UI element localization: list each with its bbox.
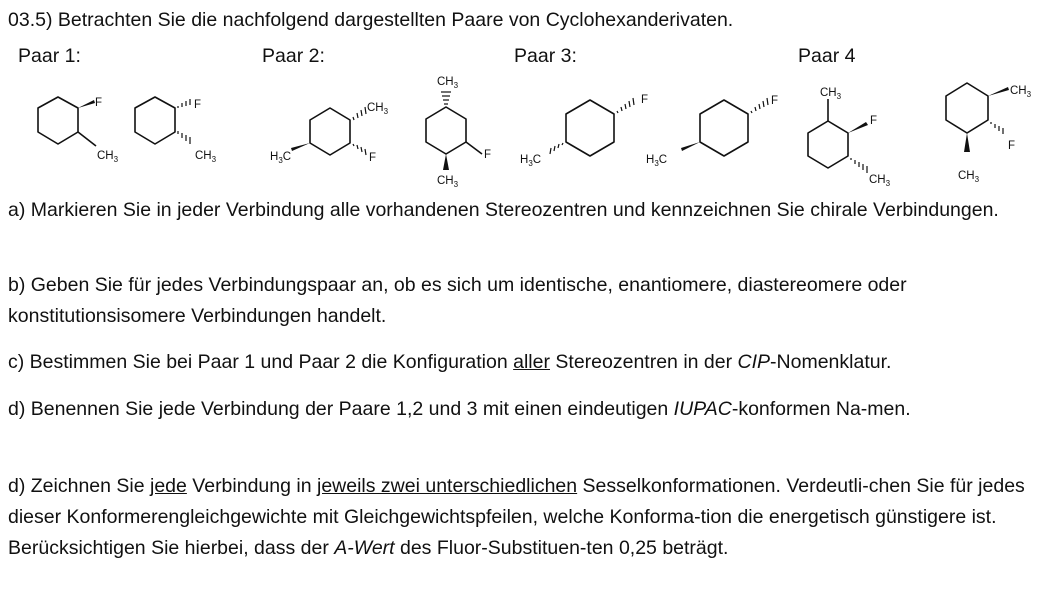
- methyl-label: $CH_3$: [195, 150, 217, 164]
- structure-panel: [0, 65, 1052, 195]
- methyl-label: $CH_3$: [97, 150, 119, 164]
- fluorine-label: F: [641, 94, 649, 106]
- methyl-label: $CH_3$: [437, 76, 459, 90]
- pair-3-label: Paar 3:: [514, 45, 577, 67]
- exercise-title: 03.5) Betrachten Sie die nachfolgend dargestellten Paare von Cyclohexanderivaten.: [8, 9, 734, 31]
- pair-1-label: Paar 1:: [18, 45, 81, 67]
- methyl-label: $H_3C$: [270, 151, 292, 165]
- pair4-molecule1: [808, 87, 891, 188]
- methyl-label: $CH_3$: [869, 174, 891, 188]
- question-d-chairs: d) Zeichnen Sie jede Verbindung in jeweils zwei unterschiedlichen Sesselkonformationen. Verdeutli-chen Sie für jedes dieser Konformerengleichgewichte mit Gleichgewichtspfeilen, welche Konforma-tion die energetisch günstigere ist. Berücksichtigen Sie hierbei, dass der A-Wert des Fluor-Substituen-ten 0,25 beträgt.: [8, 475, 1025, 559]
- methyl-label: $H_3C$: [520, 154, 542, 168]
- pair3-molecule1: [520, 94, 648, 168]
- pair1-molecule2: [135, 97, 217, 164]
- methyl-label: $CH_3$: [820, 87, 842, 101]
- fluorine-label: F: [484, 149, 492, 161]
- pair1-molecule1: [38, 97, 119, 164]
- fluorine-label: F: [369, 152, 377, 164]
- pair-2-label: Paar 2:: [262, 45, 325, 67]
- question-c: c) Bestimmen Sie bei Paar 1 und Paar 2 die Konfiguration aller Stereozentren in der CIP-Nomenklatur.: [8, 351, 892, 373]
- pair2-molecule1: [270, 102, 389, 165]
- pair2-molecule2: [426, 76, 491, 189]
- pair3-molecule2: [646, 95, 778, 168]
- fluorine-label: F: [771, 95, 779, 107]
- methyl-label: $CH_3$: [367, 102, 389, 116]
- methyl-label: $CH_3$: [1010, 85, 1032, 99]
- methyl-label: $CH_3$: [958, 170, 980, 184]
- fluorine-label: F: [1008, 140, 1016, 152]
- pair-4-label: Paar 4: [798, 45, 856, 67]
- question-a: a) Markieren Sie in jeder Verbindung alle vorhandenen Stereozentren und kennzeichnen Sie chirale Verbindungen.: [8, 199, 999, 221]
- methyl-label: $H_3C$: [646, 154, 668, 168]
- fluorine-label: F: [194, 99, 202, 111]
- question-b: b) Geben Sie für jedes Verbindungspaar an, ob es sich um identische, enantiomere, diastereomere oder konstitutionsisomere Verbindungen handelt.: [8, 274, 907, 327]
- methyl-label: $CH_3$: [437, 175, 459, 189]
- question-d-names: d) Benennen Sie jede Verbindung der Paare 1,2 und 3 mit einen eindeutigen IUPAC-konformen Na-men.: [8, 398, 911, 420]
- pair4-molecule2: [946, 83, 1032, 184]
- fluorine-label: F: [95, 97, 103, 109]
- fluorine-label: F: [870, 115, 878, 127]
